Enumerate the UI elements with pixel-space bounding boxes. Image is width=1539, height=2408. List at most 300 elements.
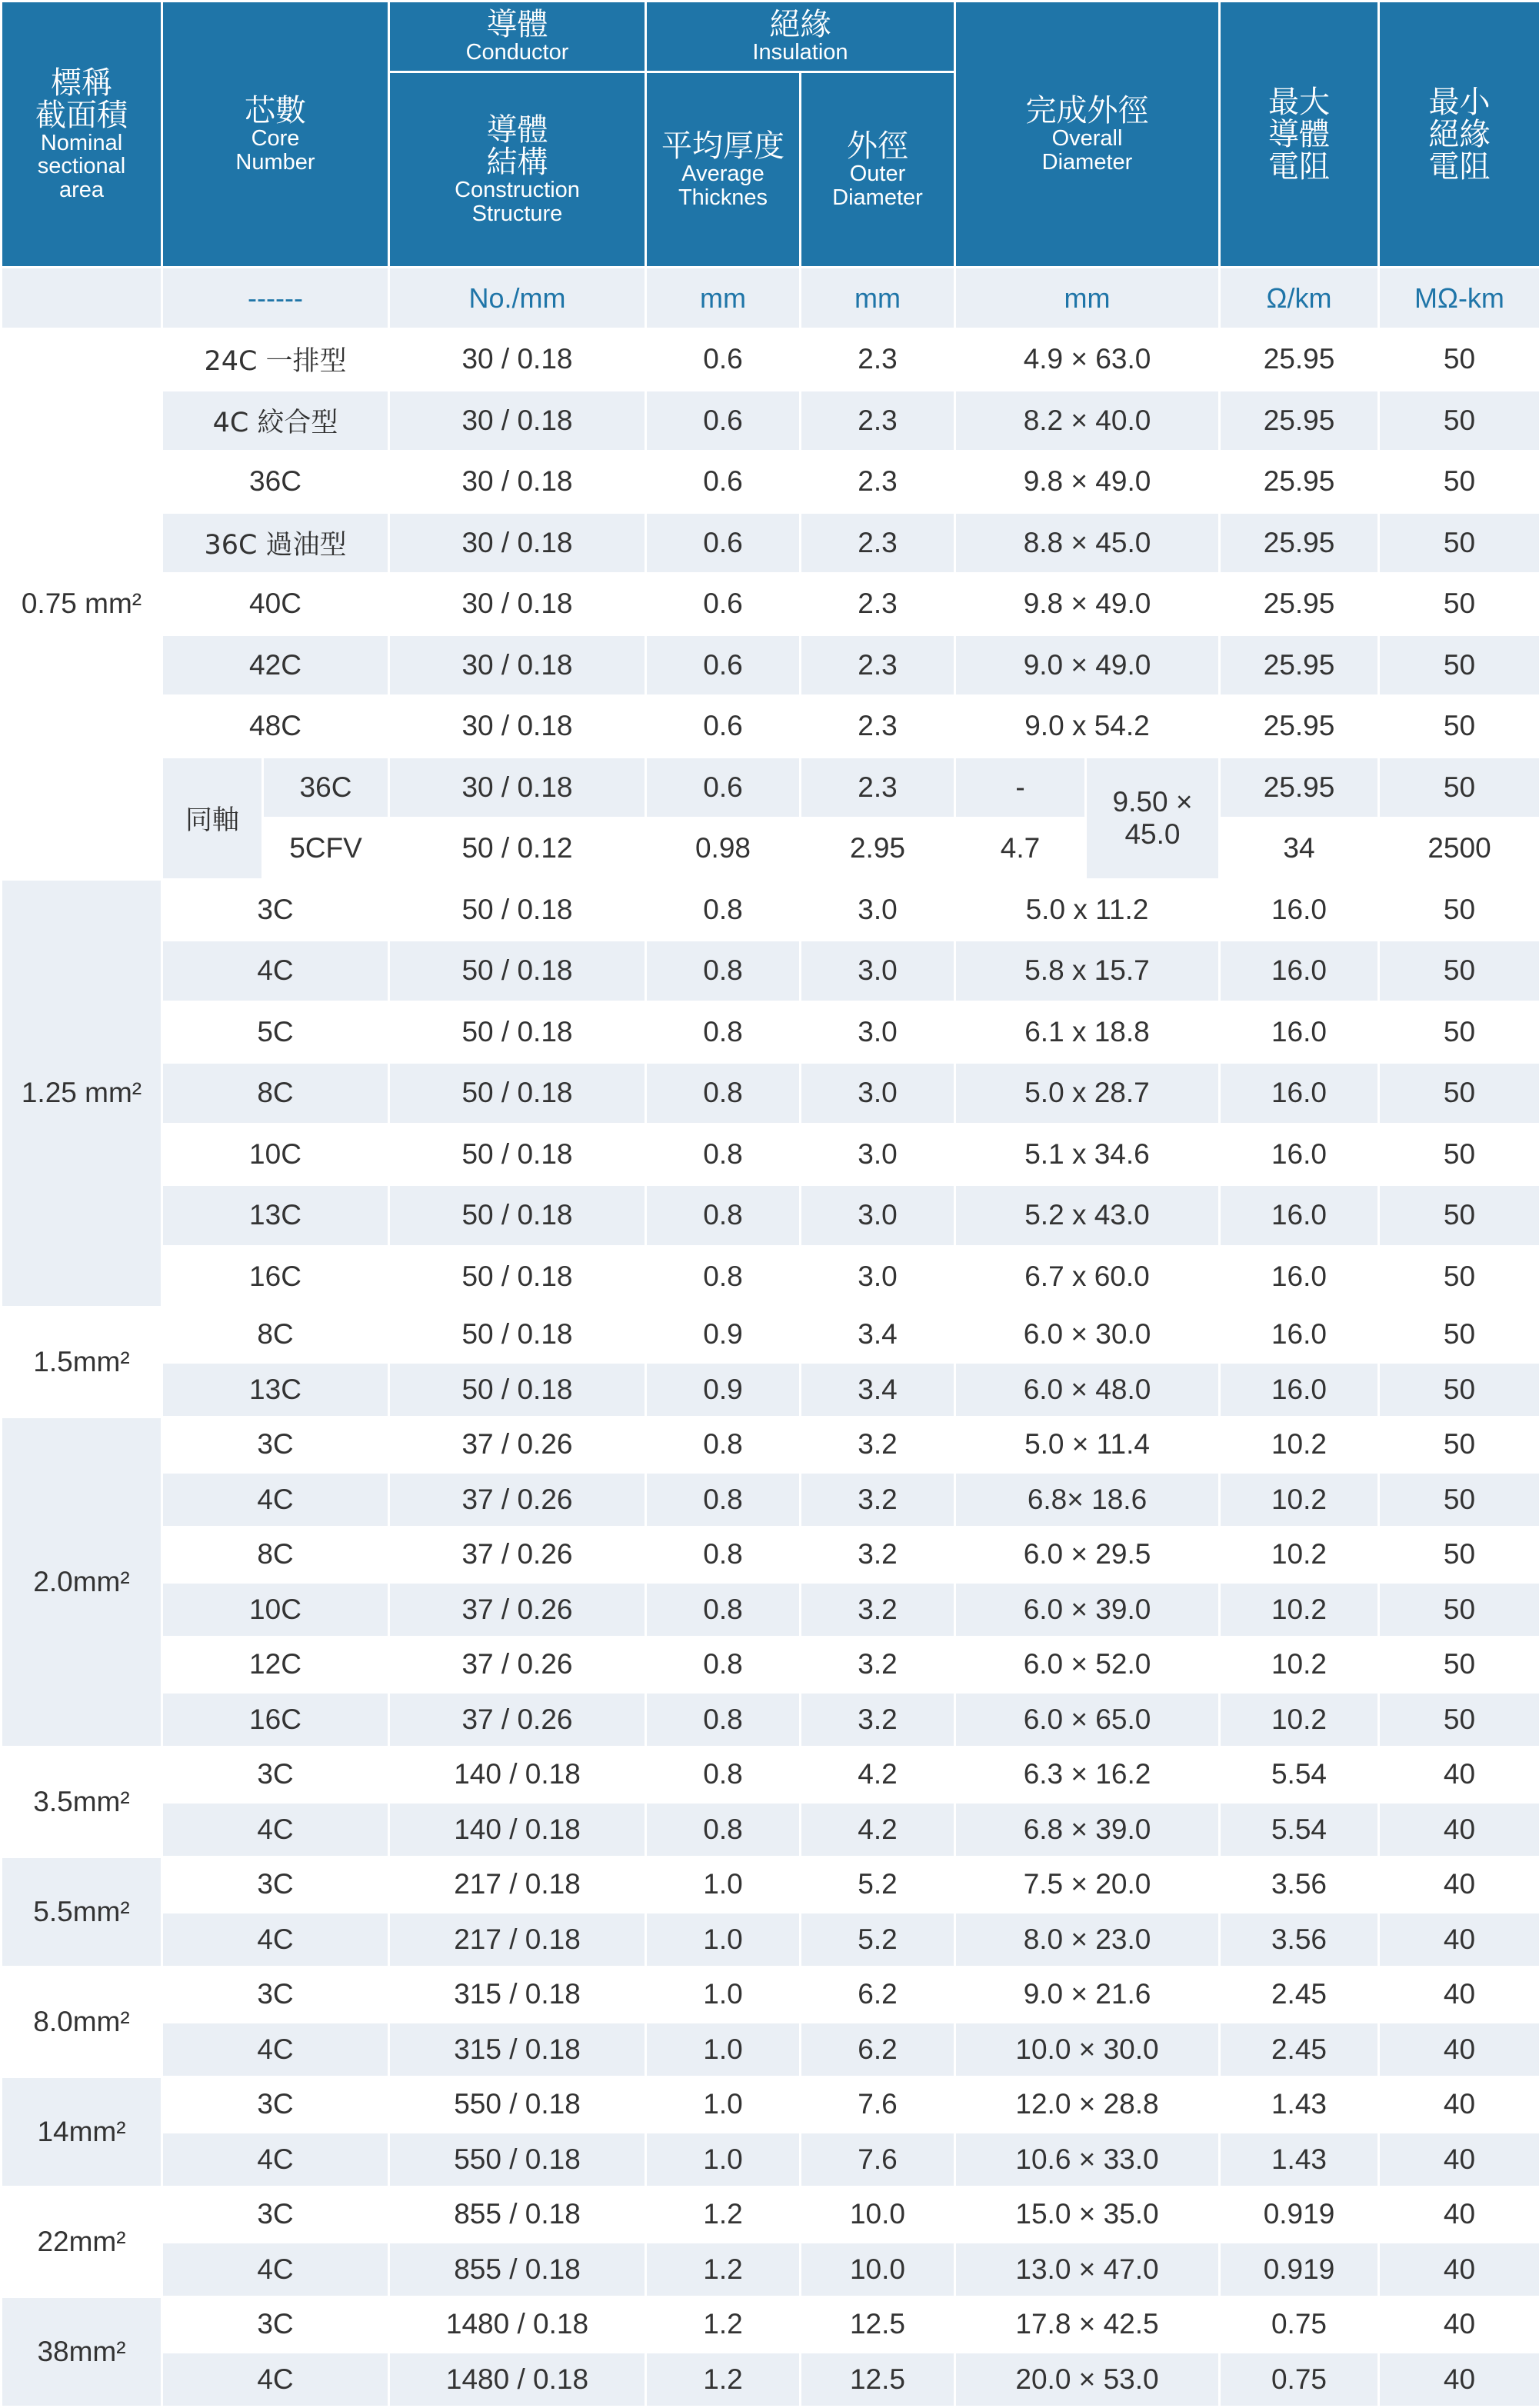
structure-cell: 30 / 0.18 xyxy=(389,574,646,635)
table-row xyxy=(2,2132,1539,2187)
structure-cell: 50 / 0.18 xyxy=(389,879,646,941)
resistance-cell: 0.919 xyxy=(1220,2187,1379,2243)
thickness-cell: 0.6 xyxy=(646,757,801,818)
outer-diameter-cell: 5.2 xyxy=(801,1912,955,1967)
header-insulation: 絕緣 Insulation xyxy=(646,2,955,72)
resistance-cell: 25.95 xyxy=(1220,390,1379,451)
outer-diameter-cell: 3.2 xyxy=(801,1527,955,1583)
thickness-cell: 1.2 xyxy=(646,2297,801,2353)
insulation-resistance-cell: 50 xyxy=(1379,1307,1539,1363)
overall-diameter-cell: 17.8 × 42.5 xyxy=(955,2297,1220,2353)
insulation-resistance-cell: 40 xyxy=(1379,2132,1539,2187)
outer-diameter-cell: 3.0 xyxy=(801,1124,955,1185)
table-row xyxy=(2,1362,1539,1417)
nominal-size-cell: 5.5mm² xyxy=(2,1857,162,1967)
structure-cell: 50 / 0.18 xyxy=(389,1185,646,1247)
table-row xyxy=(2,1747,1539,1803)
thickness-cell: 0.6 xyxy=(646,451,801,513)
core-cell: 36C 過油型 xyxy=(162,512,389,574)
core-cell: 36C xyxy=(162,451,389,513)
structure-cell: 140 / 0.18 xyxy=(389,1802,646,1857)
thickness-cell: 1.0 xyxy=(646,2022,801,2077)
structure-cell: 550 / 0.18 xyxy=(389,2077,646,2133)
outer-diameter-cell: 3.0 xyxy=(801,941,955,1002)
core-cell: 16C xyxy=(162,1246,389,1307)
overall-diameter-cell: 7.5 × 20.0 xyxy=(955,1857,1220,1913)
overall-diameter-cell: 5.1 x 34.6 xyxy=(955,1124,1220,1185)
core-cell: 4C xyxy=(162,941,389,1002)
structure-cell: 37 / 0.26 xyxy=(389,1472,646,1527)
insulation-resistance-cell: 50 xyxy=(1379,1582,1539,1637)
outer-diameter-cell: 3.2 xyxy=(801,1637,955,1693)
structure-cell: 37 / 0.26 xyxy=(389,1527,646,1583)
table-row xyxy=(2,1912,1539,1967)
thickness-cell: 0.6 xyxy=(646,512,801,574)
resistance-cell: 25.95 xyxy=(1220,329,1379,391)
insulation-resistance-cell: 50 xyxy=(1379,451,1539,513)
thickness-cell: 0.8 xyxy=(646,1527,801,1583)
overall-diameter-cell: 6.3 × 16.2 xyxy=(955,1747,1220,1803)
thickness-cell: 0.6 xyxy=(646,329,801,391)
resistance-cell: 1.43 xyxy=(1220,2132,1379,2187)
structure-cell: 855 / 0.18 xyxy=(389,2187,646,2243)
structure-cell: 1480 / 0.18 xyxy=(389,2297,646,2353)
overall-diameter-cell: 10.0 × 30.0 xyxy=(955,2022,1220,2077)
resistance-cell: 25.95 xyxy=(1220,757,1379,818)
structure-cell: 30 / 0.18 xyxy=(389,696,646,758)
insulation-resistance-cell: 50 xyxy=(1379,1063,1539,1124)
outer-diameter-cell: 3.0 xyxy=(801,1185,955,1247)
table-row xyxy=(2,1857,1539,1913)
header-core-number: 芯數 Core Number xyxy=(162,2,389,268)
coax-row xyxy=(2,757,1539,818)
outer-diameter-cell: 10.0 xyxy=(801,2242,955,2297)
structure-cell: 217 / 0.18 xyxy=(389,1857,646,1913)
structure-cell: 37 / 0.26 xyxy=(389,1417,646,1473)
table-row xyxy=(2,2077,1539,2133)
table-row xyxy=(2,1417,1539,1473)
resistance-cell: 10.2 xyxy=(1220,1637,1379,1693)
resistance-cell: 5.54 xyxy=(1220,1802,1379,1857)
outer-diameter-cell: 2.3 xyxy=(801,390,955,451)
insulation-resistance-cell: 40 xyxy=(1379,1967,1539,2023)
core-cell: 3C xyxy=(162,1417,389,1473)
overall-diameter-cell: 6.0 × 29.5 xyxy=(955,1527,1220,1583)
coax-label-cell: 同軸 xyxy=(162,757,263,879)
thickness-cell: 0.8 xyxy=(646,1246,801,1307)
outer-diameter-cell: 2.3 xyxy=(801,512,955,574)
resistance-cell: 25.95 xyxy=(1220,696,1379,758)
thickness-cell: 1.0 xyxy=(646,2132,801,2187)
core-cell: 42C xyxy=(162,634,389,696)
resistance-cell: 0.919 xyxy=(1220,2242,1379,2297)
core-cell: 5C xyxy=(162,1001,389,1063)
table-row xyxy=(2,2352,1539,2407)
table-row xyxy=(2,329,1539,391)
insulation-resistance-cell: 50 xyxy=(1379,390,1539,451)
core-cell: 4C xyxy=(162,2242,389,2297)
outer-diameter-cell: 3.2 xyxy=(801,1472,955,1527)
table-row xyxy=(2,1527,1539,1583)
thickness-cell: 0.6 xyxy=(646,634,801,696)
insulation-resistance-cell: 40 xyxy=(1379,2352,1539,2407)
resistance-cell: 1.43 xyxy=(1220,2077,1379,2133)
core-cell: 10C xyxy=(162,1124,389,1185)
thickness-cell: 0.8 xyxy=(646,1582,801,1637)
thickness-cell: 0.8 xyxy=(646,879,801,941)
thickness-cell: 0.8 xyxy=(646,1472,801,1527)
thickness-cell: 1.0 xyxy=(646,1967,801,2023)
insulation-resistance-cell: 50 xyxy=(1379,512,1539,574)
table-row xyxy=(2,1802,1539,1857)
core-cell: 3C xyxy=(162,879,389,941)
core-cell: 3C xyxy=(162,2297,389,2353)
coax-overall-diameter-cell xyxy=(1086,757,1220,879)
outer-diameter-cell: 2.3 xyxy=(801,329,955,391)
overall-diameter-cell: 13.0 × 47.0 xyxy=(955,2242,1220,2297)
insulation-resistance-cell: 40 xyxy=(1379,2297,1539,2353)
nominal-size-cell: 1.5mm² xyxy=(2,1307,162,1417)
overall-diameter-cell: 6.0 × 48.0 xyxy=(955,1362,1220,1417)
structure-cell: 30 / 0.18 xyxy=(389,757,646,818)
table-row xyxy=(2,941,1539,1002)
table-row xyxy=(2,2242,1539,2297)
insulation-resistance-cell: 50 xyxy=(1379,1472,1539,1527)
core-cell: 5CFV xyxy=(263,818,389,880)
resistance-cell: 10.2 xyxy=(1220,1527,1379,1583)
resistance-cell: 3.56 xyxy=(1220,1857,1379,1913)
core-cell: 8C xyxy=(162,1063,389,1124)
outer-diameter-cell: 2.95 xyxy=(801,818,955,880)
thickness-cell: 0.9 xyxy=(646,1307,801,1363)
thickness-cell: 1.0 xyxy=(646,1912,801,1967)
thickness-cell: 0.8 xyxy=(646,1417,801,1473)
resistance-cell: 16.0 xyxy=(1220,1307,1379,1363)
thickness-cell: 0.9 xyxy=(646,1362,801,1417)
overall-diameter-cell: 6.0 × 30.0 xyxy=(955,1307,1220,1363)
outer-diameter-cell: 3.0 xyxy=(801,879,955,941)
resistance-cell: 10.2 xyxy=(1220,1582,1379,1637)
table-row xyxy=(2,1472,1539,1527)
overall-diameter-cell: 5.2 x 43.0 xyxy=(955,1185,1220,1247)
resistance-cell: 25.95 xyxy=(1220,451,1379,513)
thickness-cell: 0.6 xyxy=(646,390,801,451)
insulation-resistance-cell: 50 xyxy=(1379,696,1539,758)
structure-cell: 30 / 0.18 xyxy=(389,390,646,451)
outer-diameter-cell: 3.2 xyxy=(801,1417,955,1473)
structure-cell: 855 / 0.18 xyxy=(389,2242,646,2297)
structure-cell: 50 / 0.18 xyxy=(389,941,646,1002)
outer-diameter-cell: 3.0 xyxy=(801,1063,955,1124)
overall-diameter-cell: 8.2 × 40.0 xyxy=(955,390,1220,451)
resistance-cell: 10.2 xyxy=(1220,1692,1379,1747)
header-max-resistance: 最大 導體 電阻 xyxy=(1220,2,1379,268)
insulation-resistance-cell: 40 xyxy=(1379,1857,1539,1913)
outer-diameter-cell: 5.2 xyxy=(801,1857,955,1913)
thickness-cell: 1.2 xyxy=(646,2242,801,2297)
outer-diameter-cell: 2.3 xyxy=(801,634,955,696)
thickness-cell: 0.98 xyxy=(646,818,801,880)
nominal-size-cell: 3.5mm² xyxy=(2,1747,162,1857)
structure-cell: 550 / 0.18 xyxy=(389,2132,646,2187)
overall-diameter-cell: 6.0 × 52.0 xyxy=(955,1637,1220,1693)
nominal-size-cell: 1.25 mm² xyxy=(2,879,162,1307)
insulation-resistance-cell: 50 xyxy=(1379,1246,1539,1307)
overall-diameter-cell: 15.0 × 35.0 xyxy=(955,2187,1220,2243)
table-row xyxy=(2,2297,1539,2353)
structure-cell: 30 / 0.18 xyxy=(389,329,646,391)
core-cell: 3C xyxy=(162,1967,389,2023)
structure-cell: 30 / 0.18 xyxy=(389,512,646,574)
overall-diameter-cell: 9.8 × 49.0 xyxy=(955,451,1220,513)
overall-diameter-cell: 9.0 × 21.6 xyxy=(955,1967,1220,2023)
thickness-cell: 0.8 xyxy=(646,1124,801,1185)
outer-diameter-cell: 6.2 xyxy=(801,1967,955,2023)
thickness-cell: 0.6 xyxy=(646,574,801,635)
outer-diameter-cell: 4.2 xyxy=(801,1747,955,1803)
header-nominal-area: 標稱 截面積 Nominal sectional area xyxy=(2,2,162,268)
insulation-resistance-cell: 40 xyxy=(1379,1747,1539,1803)
resistance-cell: 0.75 xyxy=(1220,2352,1379,2407)
header-conductor: 導體 Conductor xyxy=(389,2,646,72)
units-insulation-resistance: MΩ-km xyxy=(1379,268,1539,329)
core-cell: 4C xyxy=(162,1802,389,1857)
overall-diameter-cell: 6.7 x 60.0 xyxy=(955,1246,1220,1307)
outer-diameter-cell: 4.2 xyxy=(801,1802,955,1857)
outer-diameter-cell: 3.0 xyxy=(801,1246,955,1307)
table-row xyxy=(2,879,1539,941)
resistance-cell: 16.0 xyxy=(1220,1185,1379,1247)
units-resistance: Ω/km xyxy=(1220,268,1379,329)
core-cell: 3C xyxy=(162,2187,389,2243)
overall-diameter-cell: 9.8 × 49.0 xyxy=(955,574,1220,635)
outer-diameter-cell: 7.6 xyxy=(801,2132,955,2187)
structure-cell: 37 / 0.26 xyxy=(389,1582,646,1637)
resistance-cell: 16.0 xyxy=(1220,941,1379,1002)
structure-cell: 50 / 0.18 xyxy=(389,1001,646,1063)
overall-diameter-cell: 4.9 × 63.0 xyxy=(955,329,1220,391)
overall-sub-cell: - xyxy=(955,757,1086,818)
structure-cell: 1480 / 0.18 xyxy=(389,2352,646,2407)
units-row xyxy=(2,268,1539,329)
header-construction-structure: 導體 結構 Construction Structure xyxy=(389,72,646,268)
table-row xyxy=(2,1246,1539,1307)
thickness-cell: 1.0 xyxy=(646,1857,801,1913)
table-row xyxy=(2,1124,1539,1185)
core-cell: 10C xyxy=(162,1582,389,1637)
insulation-resistance-cell: 40 xyxy=(1379,2022,1539,2077)
core-cell: 8C xyxy=(162,1307,389,1363)
outer-diameter-cell: 3.4 xyxy=(801,1307,955,1363)
resistance-cell: 0.75 xyxy=(1220,2297,1379,2353)
overall-diameter-cell: 6.0 × 39.0 xyxy=(955,1582,1220,1637)
thickness-cell: 0.8 xyxy=(646,1001,801,1063)
outer-diameter-cell: 3.2 xyxy=(801,1582,955,1637)
outer-diameter-cell: 12.5 xyxy=(801,2352,955,2407)
nominal-size-cell: 8.0mm² xyxy=(2,1967,162,2077)
resistance-cell: 16.0 xyxy=(1220,1362,1379,1417)
overall-diameter-cell: 20.0 × 53.0 xyxy=(955,2352,1220,2407)
insulation-resistance-cell: 50 xyxy=(1379,1527,1539,1583)
coax-overall-line-1: 9.50 × xyxy=(1087,786,1218,818)
outer-diameter-cell: 10.0 xyxy=(801,2187,955,2243)
table-row xyxy=(2,451,1539,513)
units-thickness: mm xyxy=(646,268,801,329)
table-row xyxy=(2,1582,1539,1637)
overall-diameter-cell: 8.8 × 45.0 xyxy=(955,512,1220,574)
outer-diameter-cell: 3.2 xyxy=(801,1692,955,1747)
outer-diameter-cell: 2.3 xyxy=(801,696,955,758)
overall-diameter-cell: 10.6 × 33.0 xyxy=(955,2132,1220,2187)
nominal-size-cell: 22mm² xyxy=(2,2187,162,2297)
core-cell: 4C 絞合型 xyxy=(162,390,389,451)
table-row xyxy=(2,2022,1539,2077)
overall-sub-cell: 4.7 xyxy=(955,818,1086,880)
thickness-cell: 0.8 xyxy=(646,941,801,1002)
resistance-cell: 25.95 xyxy=(1220,574,1379,635)
header-outer-diameter: 外徑 Outer Diameter xyxy=(801,72,955,268)
structure-cell: 30 / 0.18 xyxy=(389,634,646,696)
structure-cell: 30 / 0.18 xyxy=(389,451,646,513)
table-row xyxy=(2,1001,1539,1063)
structure-cell: 217 / 0.18 xyxy=(389,1912,646,1967)
coax-overall-line-2: 45.0 xyxy=(1087,818,1218,851)
thickness-cell: 0.8 xyxy=(646,1802,801,1857)
resistance-cell: 25.95 xyxy=(1220,634,1379,696)
core-cell: 3C xyxy=(162,2077,389,2133)
overall-diameter-cell: 6.0 × 65.0 xyxy=(955,1692,1220,1747)
resistance-cell: 10.2 xyxy=(1220,1417,1379,1473)
core-cell: 12C xyxy=(162,1637,389,1693)
resistance-cell: 5.54 xyxy=(1220,1747,1379,1803)
header-min-insulation-resistance: 最小 絕緣 電阻 xyxy=(1379,2,1539,268)
insulation-resistance-cell: 50 xyxy=(1379,1362,1539,1417)
header-row-1 xyxy=(2,2,1539,72)
resistance-cell: 16.0 xyxy=(1220,1246,1379,1307)
thickness-cell: 1.2 xyxy=(646,2187,801,2243)
insulation-resistance-cell: 40 xyxy=(1379,1802,1539,1857)
nominal-size-cell: 2.0mm² xyxy=(2,1417,162,1747)
table-row xyxy=(2,1967,1539,2023)
resistance-cell: 16.0 xyxy=(1220,1124,1379,1185)
resistance-cell: 2.45 xyxy=(1220,2022,1379,2077)
units-core: ------ xyxy=(162,268,389,329)
core-cell: 3C xyxy=(162,1747,389,1803)
insulation-resistance-cell: 40 xyxy=(1379,2077,1539,2133)
core-cell: 36C xyxy=(263,757,389,818)
overall-diameter-cell: 8.0 × 23.0 xyxy=(955,1912,1220,1967)
overall-diameter-cell: 6.8× 18.6 xyxy=(955,1472,1220,1527)
units-structure: No./mm xyxy=(389,268,646,329)
insulation-resistance-cell: 50 xyxy=(1379,574,1539,635)
table-row xyxy=(2,574,1539,635)
core-cell: 4C xyxy=(162,2352,389,2407)
table-row xyxy=(2,390,1539,451)
insulation-resistance-cell: 50 xyxy=(1379,1637,1539,1693)
core-cell: 4C xyxy=(162,2132,389,2187)
insulation-resistance-cell: 50 xyxy=(1379,1417,1539,1473)
overall-diameter-cell: 12.0 × 28.8 xyxy=(955,2077,1220,2133)
table-row xyxy=(2,1185,1539,1247)
table-row xyxy=(2,1692,1539,1747)
structure-cell: 50 / 0.12 xyxy=(389,818,646,880)
structure-cell: 50 / 0.18 xyxy=(389,1124,646,1185)
resistance-cell: 25.95 xyxy=(1220,512,1379,574)
table-row xyxy=(2,1063,1539,1124)
structure-cell: 50 / 0.18 xyxy=(389,1063,646,1124)
insulation-resistance-cell: 40 xyxy=(1379,2187,1539,2243)
header-average-thickness: 平均厚度 Average Thicknes xyxy=(646,72,801,268)
structure-cell: 37 / 0.26 xyxy=(389,1692,646,1747)
overall-diameter-cell: 9.0 × 49.0 xyxy=(955,634,1220,696)
units-overall: mm xyxy=(955,268,1220,329)
insulation-resistance-cell: 50 xyxy=(1379,1692,1539,1747)
outer-diameter-cell: 2.3 xyxy=(801,451,955,513)
outer-diameter-cell: 12.5 xyxy=(801,2297,955,2353)
thickness-cell: 1.0 xyxy=(646,2077,801,2133)
structure-cell: 50 / 0.18 xyxy=(389,1362,646,1417)
core-cell: 48C xyxy=(162,696,389,758)
structure-cell: 140 / 0.18 xyxy=(389,1747,646,1803)
overall-diameter-cell: 5.0 x 11.2 xyxy=(955,879,1220,941)
nominal-size-cell: 14mm² xyxy=(2,2077,162,2187)
core-cell: 3C xyxy=(162,1857,389,1913)
insulation-resistance-cell: 50 xyxy=(1379,879,1539,941)
outer-diameter-cell: 3.0 xyxy=(801,1001,955,1063)
resistance-cell: 3.56 xyxy=(1220,1912,1379,1967)
table-row xyxy=(2,1307,1539,1363)
thickness-cell: 0.8 xyxy=(646,1063,801,1124)
header-overall-diameter: 完成外徑 Overall Diameter xyxy=(955,2,1220,268)
table-row xyxy=(2,512,1539,574)
outer-diameter-cell: 6.2 xyxy=(801,2022,955,2077)
insulation-resistance-cell: 50 xyxy=(1379,1185,1539,1247)
insulation-resistance-cell: 50 xyxy=(1379,1124,1539,1185)
insulation-resistance-cell: 50 xyxy=(1379,757,1539,818)
insulation-resistance-cell: 50 xyxy=(1379,1001,1539,1063)
thickness-cell: 0.6 xyxy=(646,696,801,758)
table-row xyxy=(2,2187,1539,2243)
insulation-resistance-cell: 2500 xyxy=(1379,818,1539,880)
core-cell: 24C 一排型 xyxy=(162,329,389,391)
insulation-resistance-cell: 50 xyxy=(1379,634,1539,696)
core-cell: 40C xyxy=(162,574,389,635)
thickness-cell: 0.8 xyxy=(646,1637,801,1693)
resistance-cell: 16.0 xyxy=(1220,1001,1379,1063)
core-cell: 8C xyxy=(162,1527,389,1583)
structure-cell: 50 / 0.18 xyxy=(389,1307,646,1363)
core-cell: 13C xyxy=(162,1185,389,1247)
resistance-cell: 34 xyxy=(1220,818,1379,880)
overall-diameter-cell: 5.8 x 15.7 xyxy=(955,941,1220,1002)
insulation-resistance-cell: 50 xyxy=(1379,329,1539,391)
thickness-cell: 0.8 xyxy=(646,1185,801,1247)
structure-cell: 315 / 0.18 xyxy=(389,2022,646,2077)
nominal-size-cell: 0.75 mm² xyxy=(2,329,162,880)
structure-cell: 50 / 0.18 xyxy=(389,1246,646,1307)
outer-diameter-cell: 7.6 xyxy=(801,2077,955,2133)
outer-diameter-cell: 3.4 xyxy=(801,1362,955,1417)
insulation-resistance-cell: 40 xyxy=(1379,2242,1539,2297)
units-nominal-blank xyxy=(2,268,162,329)
core-cell: 4C xyxy=(162,1472,389,1527)
insulation-resistance-cell: 40 xyxy=(1379,1912,1539,1967)
outer-diameter-cell: 2.3 xyxy=(801,574,955,635)
resistance-cell: 10.2 xyxy=(1220,1472,1379,1527)
core-cell: 4C xyxy=(162,2022,389,2077)
thickness-cell: 0.8 xyxy=(646,1747,801,1803)
structure-cell: 37 / 0.26 xyxy=(389,1637,646,1693)
